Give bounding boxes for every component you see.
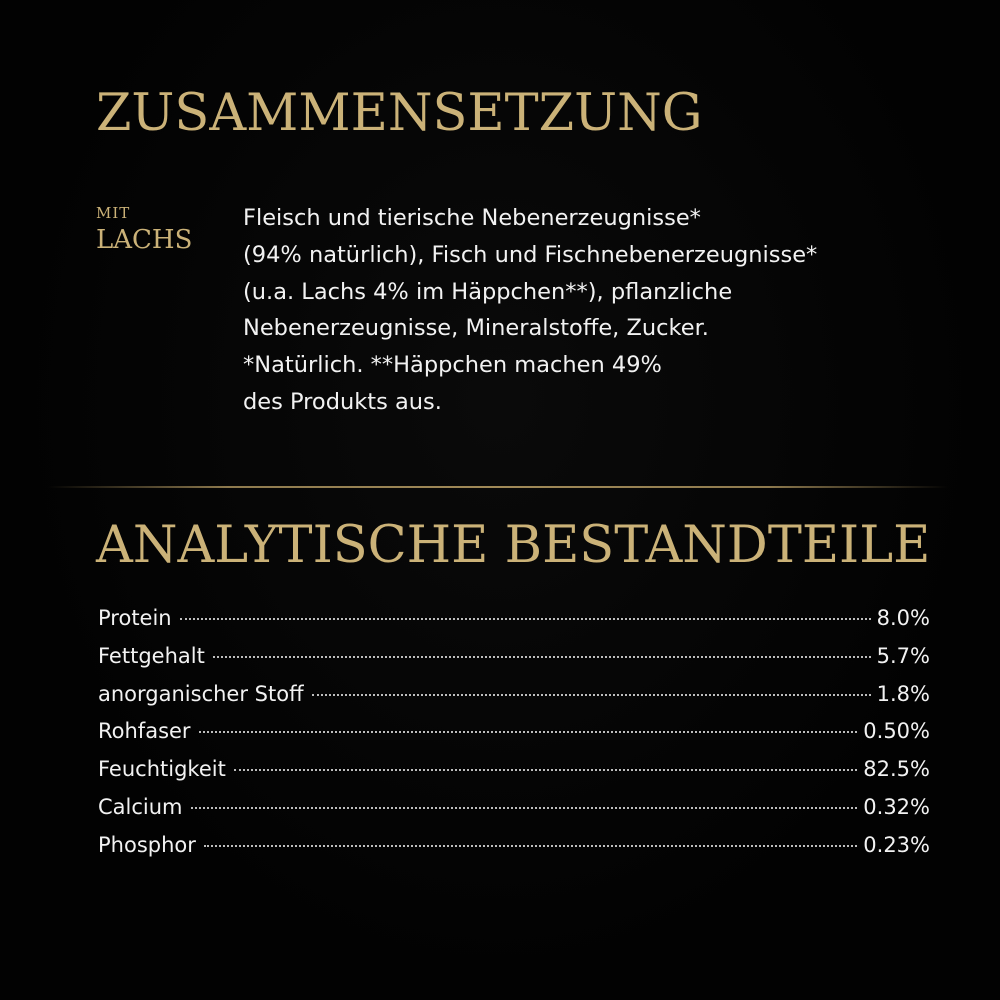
composition-text: Fleisch und tierische Nebenerzeugnisse* (94% natürlich), Fisch und Fischnebenerzeugnisse* (u.a. Lachs 4% im Häppchen**), pflanzliche Nebenerzeugnisse, Mineralstoffe, Zucker. *Natürlich. **Häppchen machen 49% des Produkts aus. [243, 205, 818, 415]
leader-dots [312, 694, 871, 696]
analysis-value: 0.23% [863, 832, 930, 857]
variant-label [96, 206, 192, 253]
analysis-row-calcium [98, 795, 930, 833]
analysis-table [98, 606, 930, 871]
analysis-label: Rohfaser [98, 719, 191, 744]
analysis-row-protein [98, 606, 930, 644]
variant-name: LACHS [96, 225, 193, 255]
analysis-label: Phosphor [98, 832, 196, 857]
analysis-row-feuchtigkeit [98, 757, 930, 795]
analysis-value: 0.32% [863, 794, 930, 819]
analysis-label: Fettgehalt [98, 643, 205, 668]
analysis-row-phosphor [98, 833, 930, 871]
leader-dots [180, 618, 871, 620]
analysis-label: anorganischer Stoff [98, 681, 304, 706]
analysis-row-fettgehalt [98, 644, 930, 682]
analysis-value: 0.50% [863, 719, 930, 744]
analysis-value: 8.0% [876, 606, 930, 630]
analysis-value: 1.8% [876, 681, 930, 706]
analysis-value: 5.7% [876, 643, 930, 668]
analysis-row-anorganischer-stoff [98, 682, 930, 720]
section-divider [48, 486, 948, 488]
leader-dots [204, 845, 857, 847]
analysis-label: Feuchtigkeit [98, 757, 226, 782]
leader-dots [191, 807, 858, 809]
leader-dots [199, 731, 858, 733]
composition-heading: ZUSAMMENSETZUNG [96, 84, 703, 143]
analysis-label: Calcium [98, 794, 183, 819]
leader-dots [234, 769, 857, 771]
variant-prefix: MIT [96, 204, 131, 222]
leader-dots [213, 656, 871, 658]
analysis-heading: ANALYTISCHE BESTANDTEILE [96, 516, 931, 575]
analysis-value: 82.5% [863, 757, 930, 782]
analysis-label: Protein [98, 606, 172, 630]
analysis-row-rohfaser [98, 719, 930, 757]
